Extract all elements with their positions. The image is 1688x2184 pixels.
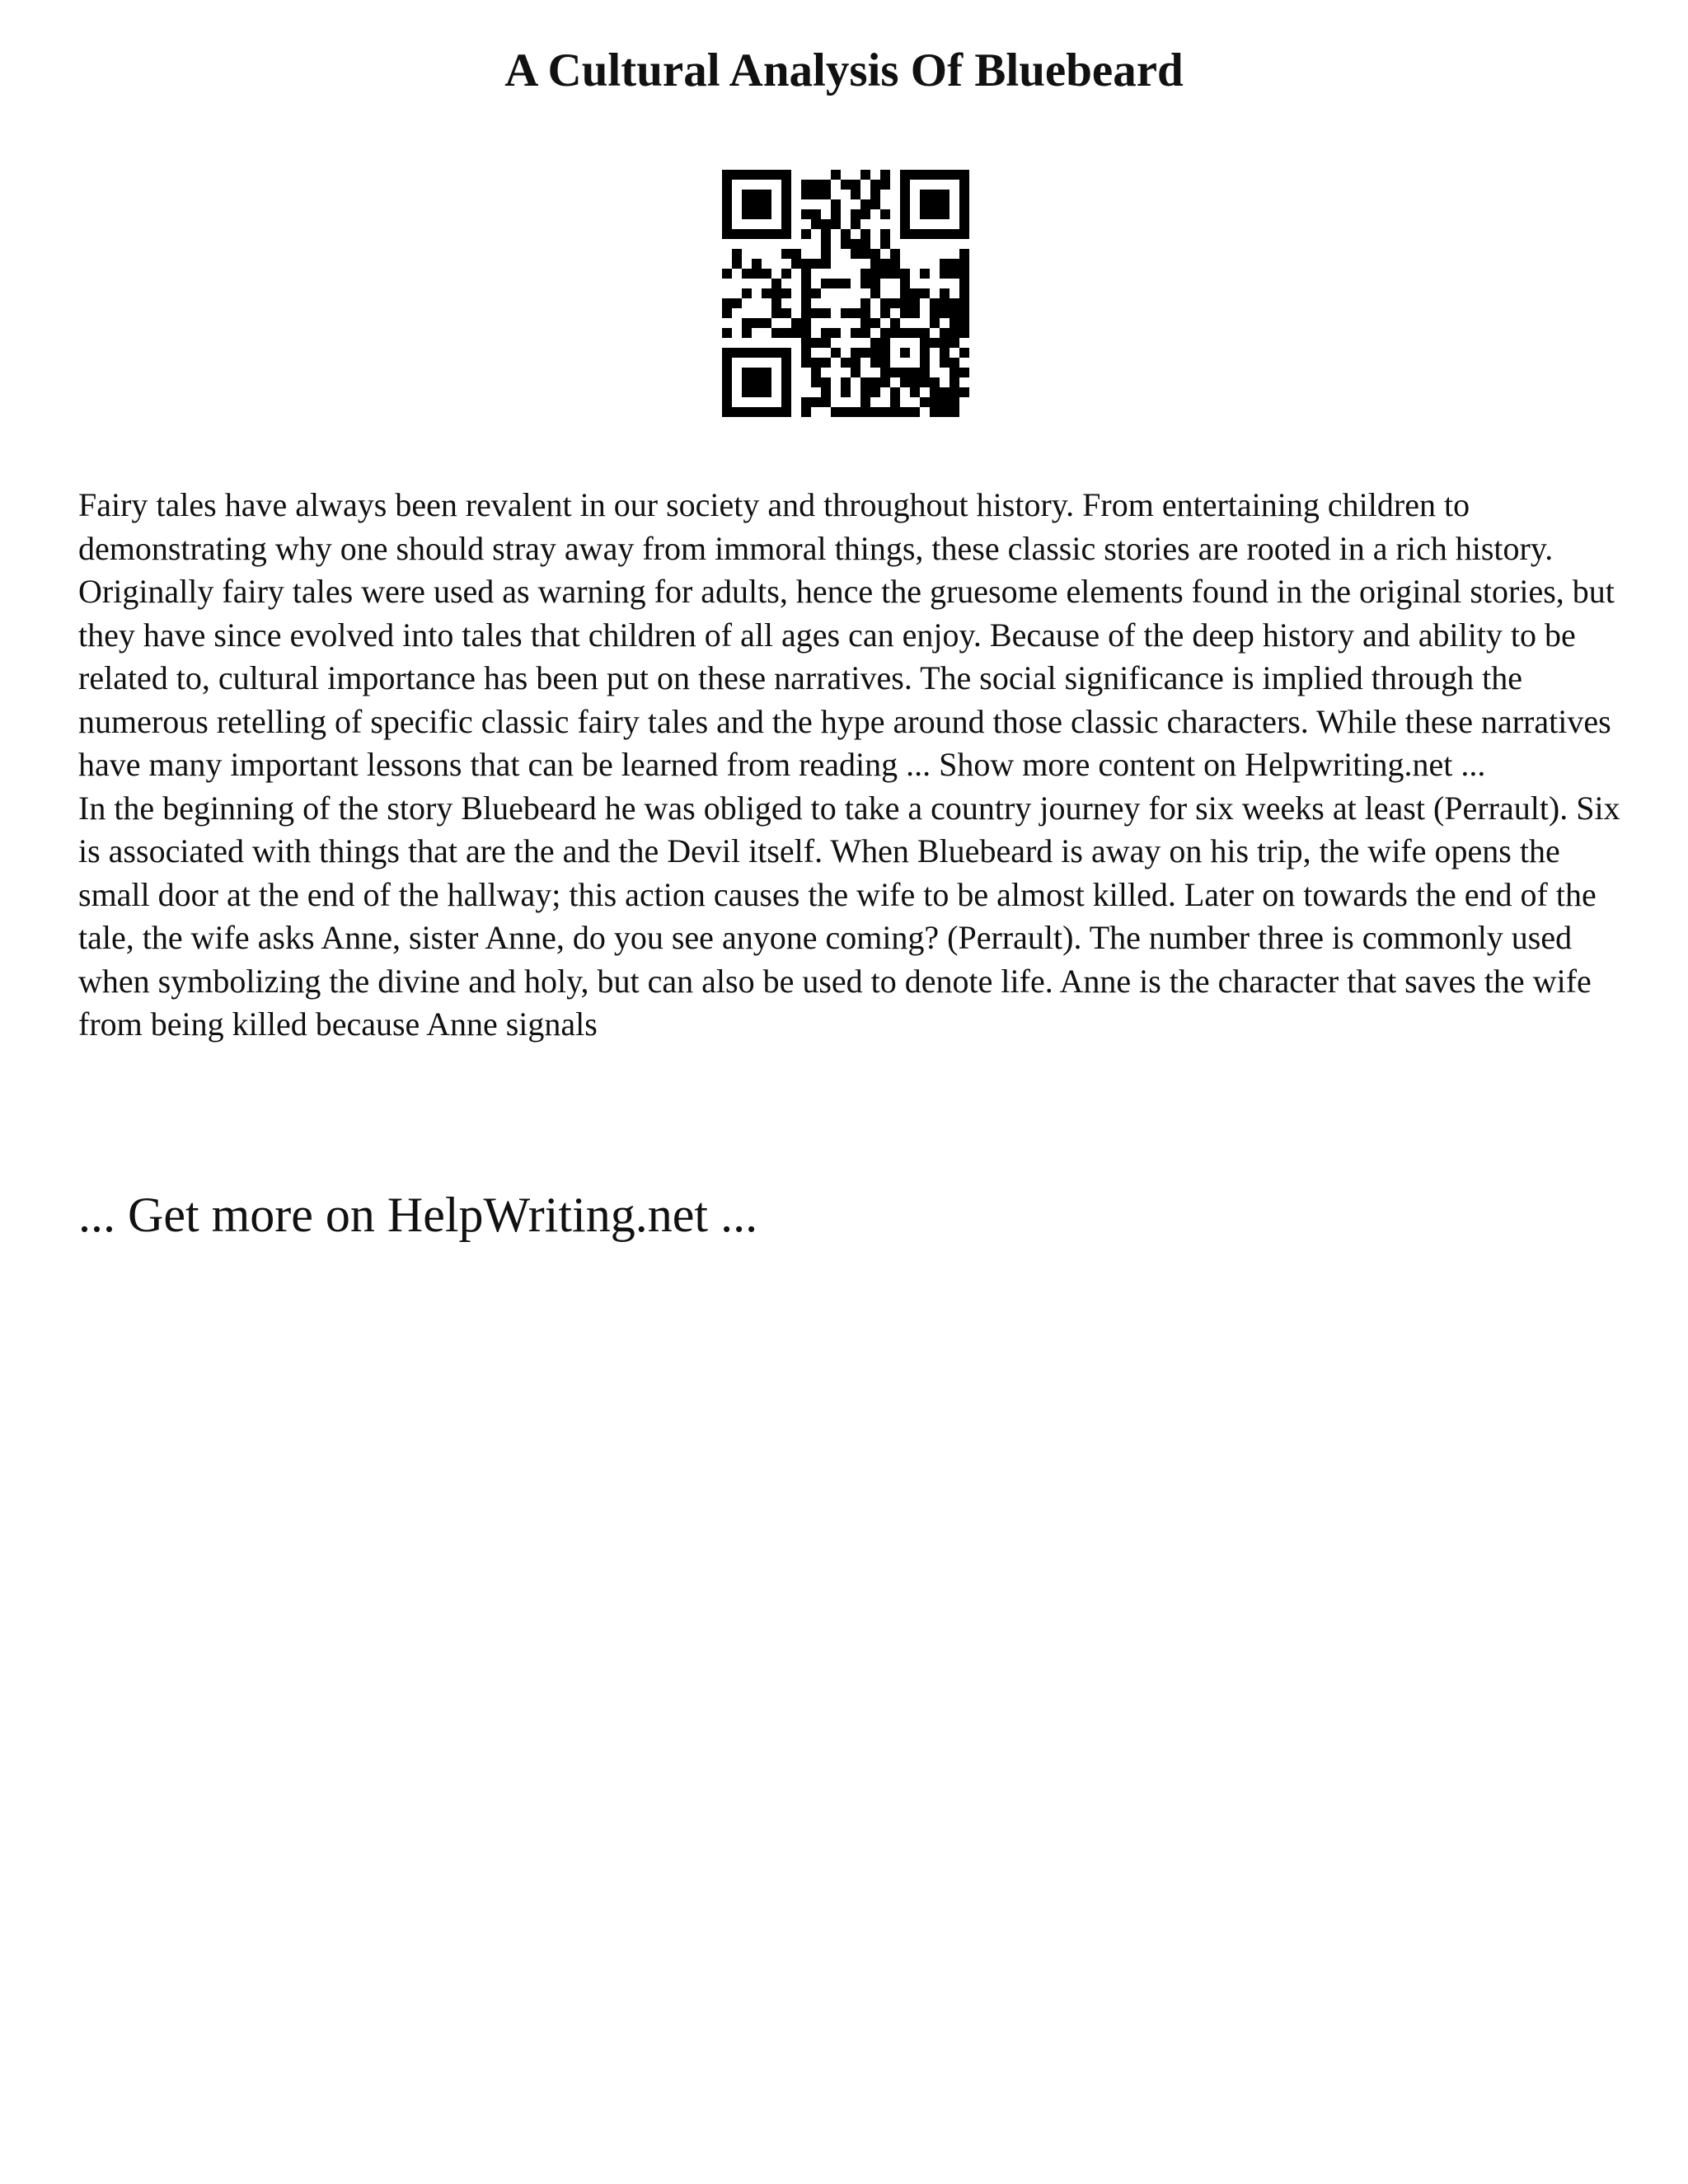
paragraph: Fairy tales have always been revalent in our society and throughout history. From entertaining children to demonstrating why one should stray away from immoral things, these classic stories are rooted in a rich history. Originally fairy tales were used as warning for adults, hence the gruesome elements found in the original stories, but they have since evolved into tales that children of all ages can enjoy. Because of the deep history and ability to be related to, cultural importance has been put on these narratives. The social significance is implied through the numerous retelling of specific classic fairy tales and the hype around those classic characters. While these narratives have many important lessons that can be learned from reading ... Show more content on Helpwriting.net ... [78,486,1615,783]
paragraph: In the beginning of the story Bluebeard he was obliged to take a country journey for six weeks at least (Perrault). Six is associated with things that are the and the Devil itself. When Bluebeard is away on his trip, the wife opens the small door at the end of the hallway; this action causes the wife to be almost killed. Later on towards the end of the tale, the wife asks Anne, sister Anne, do you see anyone coming? (Perrault). The number three is commonly used when symbolizing the divine and holy, but can also be used to denote life. Anne is the character that saves the wife from being killed because Anne signals [78,789,1620,1043]
get-more-link[interactable]: ... Get more on HelpWriting.net ... [78,1188,758,1242]
page-title: A Cultural Analysis Of Bluebeard [504,45,1184,96]
qr-code-icon [722,170,969,417]
body-text [78,484,1628,1047]
